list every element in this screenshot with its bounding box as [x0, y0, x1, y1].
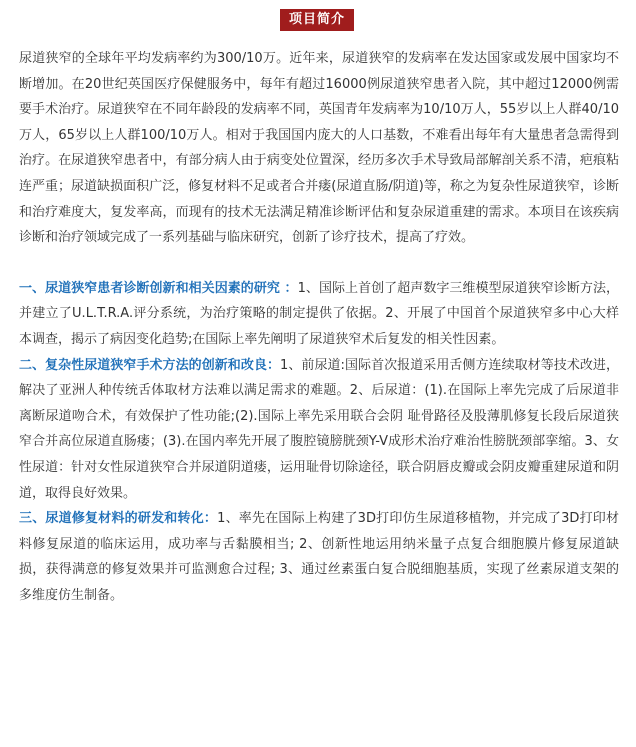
- intro-paragraph: 尿道狭窄的全球年平均发病率约为300/10万。近年来，尿道狭窄的发病率在发达国家或发展中国家均不断增加。在20世纪英国医疗保健服务中，每年有超过16000例尿道狭窄患者入院，其中超过12000例需要手术治疗。尿道狭窄在不同年龄段的发病率不同，英国青年发病率为10/10万人，55岁以上人群40/10万人，65岁以上人群100/10万人。相对于我国国内庞大的人口基数，不难看出每年有大量患者急需得到治疗。在尿道狭窄患者中，有部分病人由于病变处位置深，经历多次手术导致局部解剖关系不清，疤痕粘连严重；尿道缺损面积广泛，修复材料不足或者合并瘘(尿道直肠/阴道)等，称之为复杂性尿道狭窄，诊断和治疗难度大，复发率高，而现有的技术无法满足精准诊断评估和复杂尿道重建的需求。本项目在该疾病诊断和治疗领域完成了一系列基础与临床研究，创新了诊疗技术，提高了疗效。: [19, 51, 619, 246]
- section-1-body: 1、国际上首创了超声数字三维模型尿道狭窄诊断方法，并建立了U.L.T.R.A.评分系统，为治疗策略的制定提供了依据。2、开展了中国首个尿道狭窄多中心大样本调查，揭示了病因变化趋势;在国际上率先阐明了尿道狭窄术后复发的相关性因素。: [19, 280, 619, 347]
- article-body: [19, 46, 619, 608]
- header: [0, 9, 636, 31]
- section-2: [19, 353, 619, 507]
- section-2-heading: 二、复杂性尿道狭窄手术方法的创新和改良：: [19, 357, 281, 373]
- section-3-body: 1、率先在国际上构建了3D打印仿生尿道移植物，并完成了3D打印材料修复尿道的临床运用，成功率与舌黏膜相当; 2、创新性地运用纳米量子点复合细胞膜片修复尿道缺损，获得满意的修复效果并可监测愈合过程; 3、通过丝素蛋白复合脱细胞基质，实现了丝素尿道支架的多维度仿生制备。: [19, 511, 619, 603]
- title-badge: 项目简介: [280, 9, 354, 31]
- section-3: [19, 506, 619, 608]
- section-1-heading: 一、尿道狭窄患者诊断创新和相关因素的研究 ：: [19, 280, 298, 296]
- section-1: [19, 276, 619, 353]
- section-2-body: 1、前尿道:国际首次报道采用舌侧方连续取材等技术改进，解决了亚洲人种传统舌体取材方法难以满足需求的难题。2、后尿道：(1).在国际上率先完成了后尿道非离断尿道吻合术，有效保护了性功能;(2).国际上率先采用联合会阴 耻骨路径及股薄肌修复长段后尿道狭窄合并高位尿道直肠瘘；(3).在国内率先开展了腹腔镜膀胱颈Y-V成形术治疗难治性膀胱颈部挛缩。3、女性尿道：针对女性尿道狭窄合并尿道阴道瘘，运用耻骨切除途径，联合阴唇皮瓣或会阴皮瓣重建尿道和阴道，取得良好效果。: [19, 357, 619, 501]
- section-3-heading: 三、尿道修复材料的研发和转化：: [19, 511, 218, 527]
